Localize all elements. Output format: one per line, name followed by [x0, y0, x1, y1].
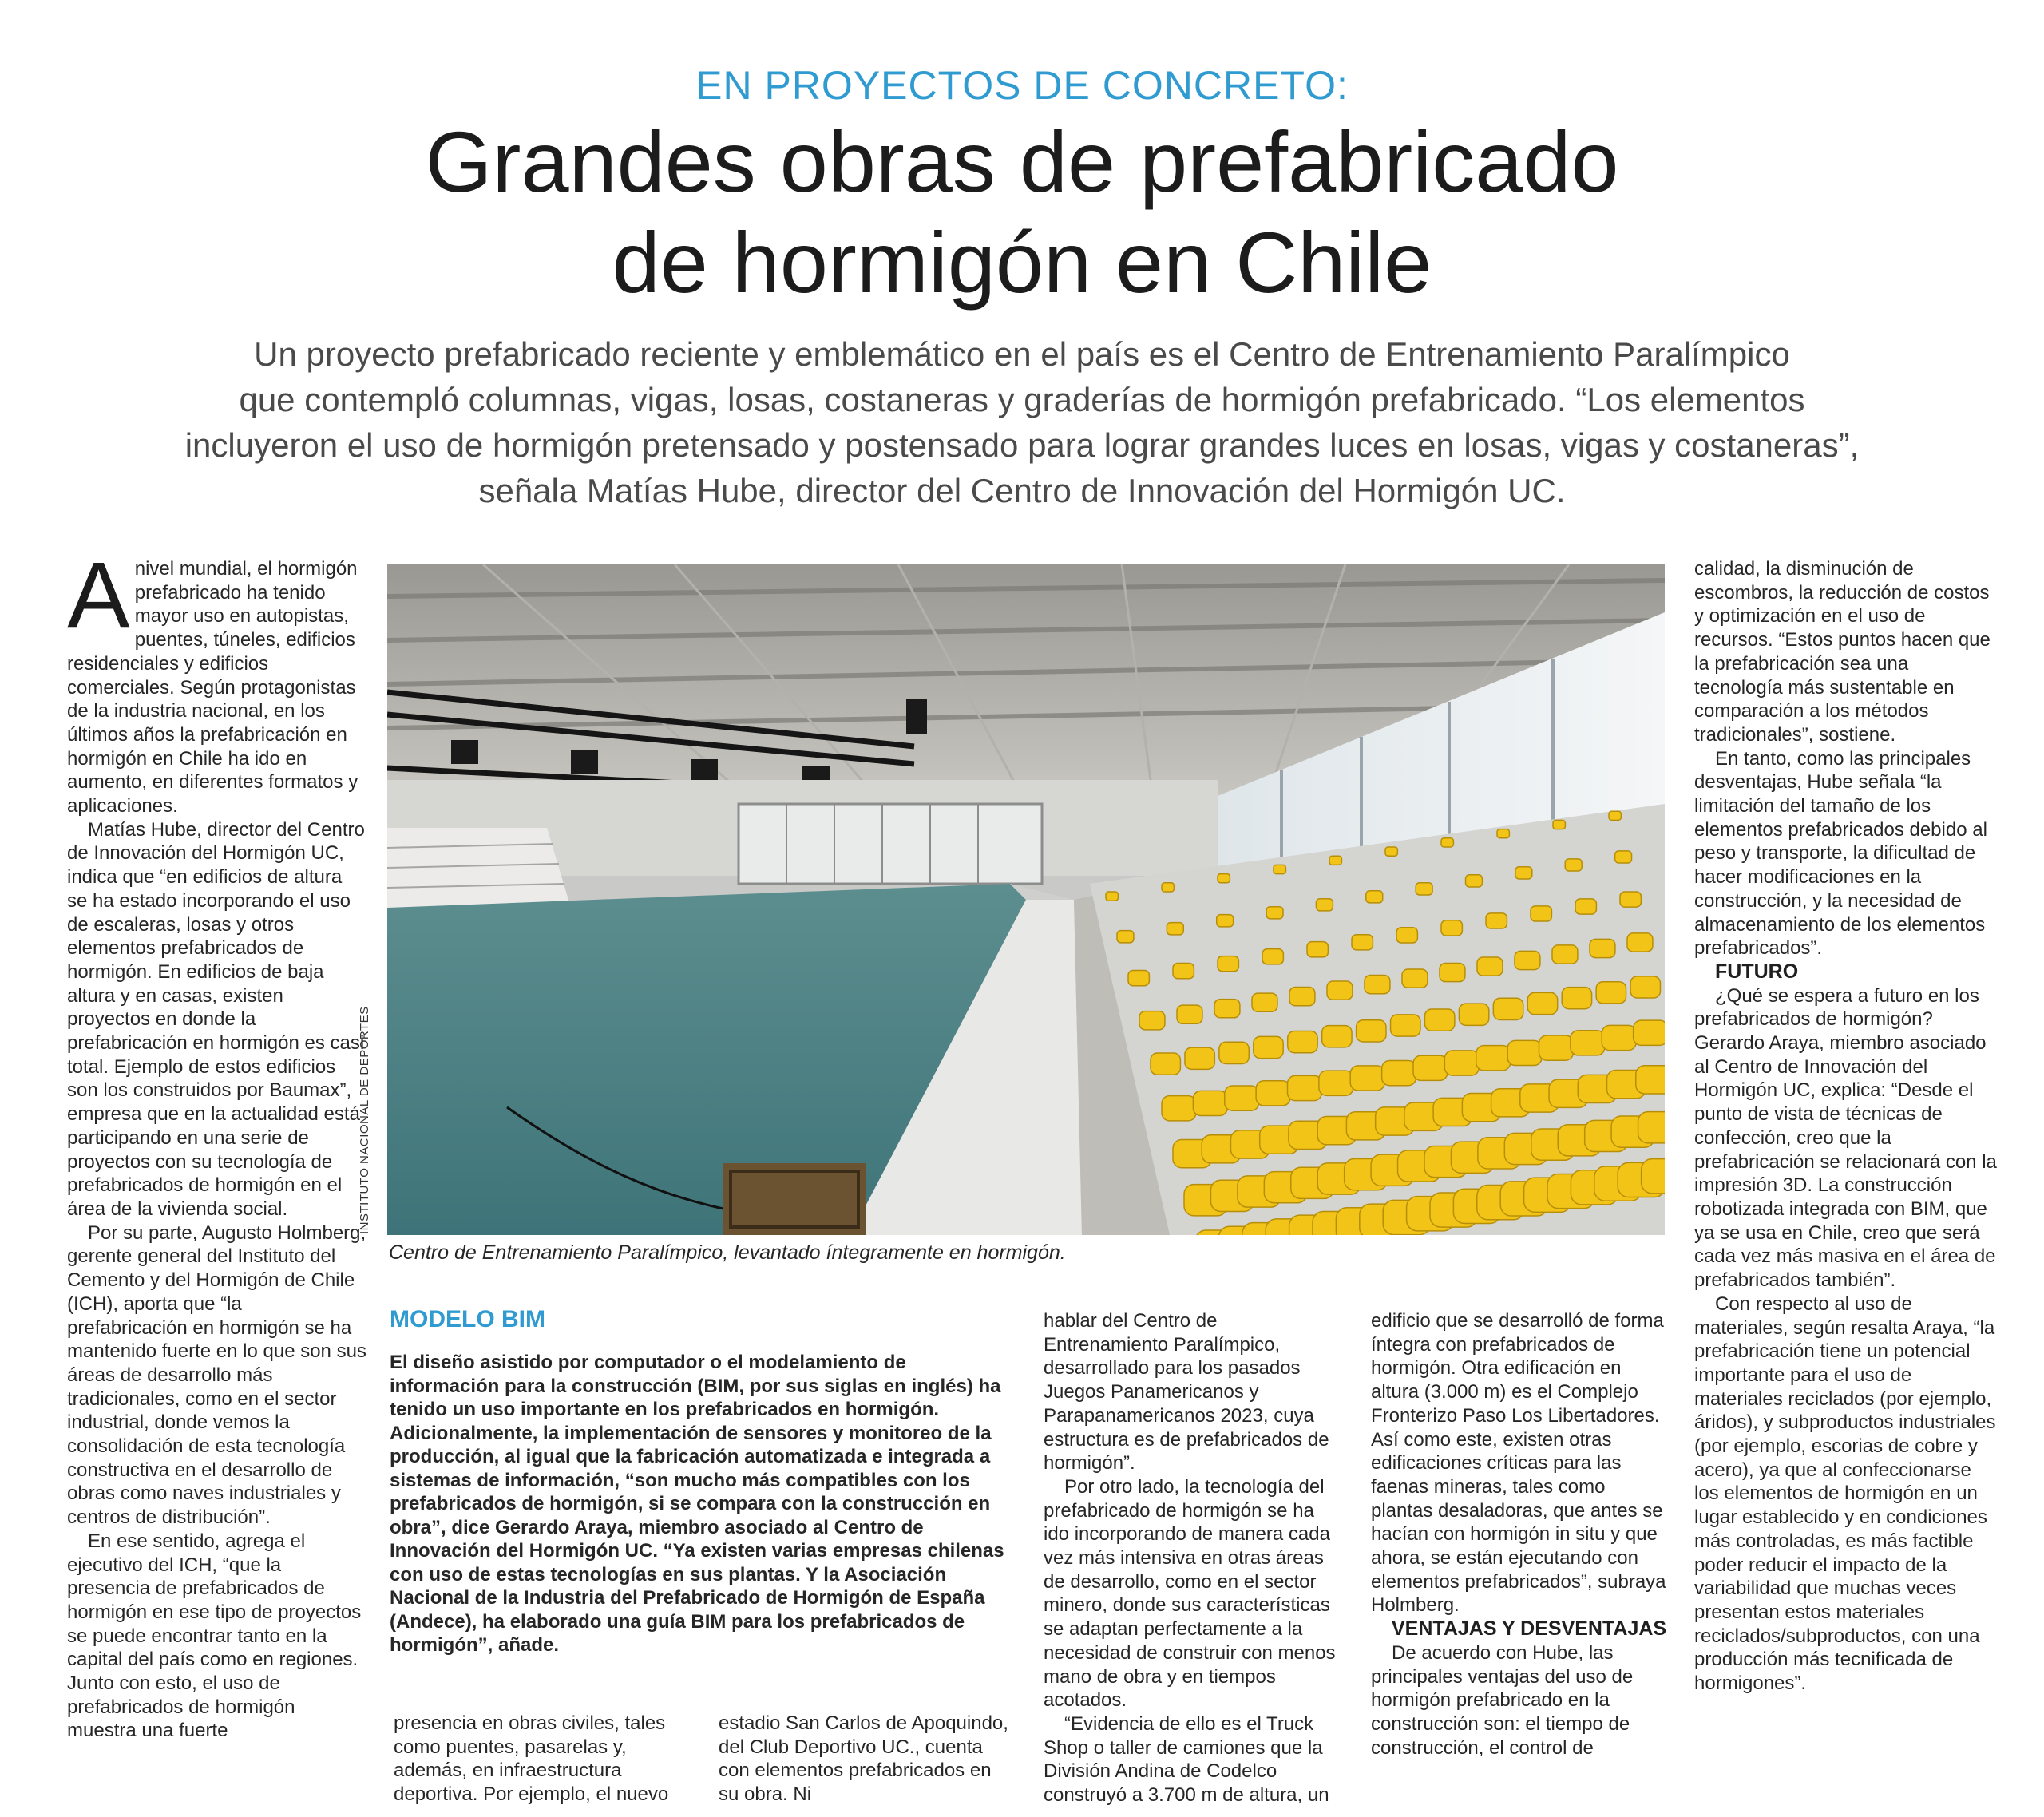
- seat: [1486, 913, 1507, 928]
- paragraph: ¿Qué se espera a futuro en los prefabricados de hormigón? Gerardo Araya, miembro asociado al Centro de Innovación del Hormigón UC, explica: “Desde el punto de vista de técnicas de confección, creo que la prefabricación se relacionará con la impresión 3D. La construcción robotizada integrada con BIM, que ya se usa en Chile, creo que será cada vez más masiva en el área de prefabricados también”.: [1694, 984, 1997, 1292]
- seat: [1565, 859, 1582, 871]
- seat: [1441, 920, 1462, 936]
- seat: [1493, 998, 1523, 1019]
- seat: [1575, 899, 1596, 914]
- seat: [1562, 988, 1591, 1009]
- seat: [1365, 976, 1390, 994]
- seat: [1515, 951, 1540, 969]
- seat: [1476, 1046, 1511, 1071]
- article-column-5: [1371, 1309, 1671, 1760]
- seat: [1385, 847, 1397, 856]
- seat: [1596, 982, 1626, 1004]
- seat: [1615, 851, 1632, 863]
- seat: [1620, 892, 1641, 907]
- seat: [1571, 1031, 1605, 1055]
- paragraph: Por su parte, Augusto Holmberg, gerente general del Instituto del Cemento y del Hormigón de Chile (ICH), aporta que “la prefabricación en hormigón se ha mantenido fuerte en lo que son sus áreas de desarrollo más tradicionales, como en el sector industrial, donde vemos la consolidación de esta tecnología constructiva en el desarrollo de obras como naves industriales y centros de distribución”.: [67, 1221, 366, 1529]
- sidebar-lead: El diseño asistido por computador o el modelamiento de información para la construcción (BIM, por sus siglas en inglés) ha tenido un uso importante en los prefabricados en hormigón. Adicionalmente, la implementación de sensores y monitoreo de la producción, al igual que la fabricación automatizada e integrada a sistemas de información, “son mucho más compatibles con los prefabricados de hormigón, si se compara con la construcción en obra”, dice Gerardo Araya, miembro asociado al Centro de Innovación del Hormigón UC. “Ya existen varias empresas chilenas con uso de estas tecnologías en sus plantas. Y la Asociación Nacional de la Industria del Prefabricado de Hormigón de España (Andece), ha elaborado una guía BIM para los prefabricados de hormigón”, añade.: [390, 1352, 1004, 1656]
- seat: [1218, 874, 1230, 883]
- paragraph: edificio que se desarrolló de forma íntegra con prefabricados de hormigón. Otra edificación en altura (3.000 m) es el Complejo Fronterizo Paso Los Libertadores. Así como este, existen otras edificaciones críticas para las faenas mineras, tales como plantas desaladoras, que antes se hacían con hormigón in situ y que ahora, se están ejecutando con elementos prefabricados”, subraya Holmberg.: [1371, 1310, 1666, 1617]
- seat: [1316, 899, 1333, 911]
- seat: [1441, 838, 1453, 847]
- seat: [1162, 883, 1174, 892]
- paragraph: Matías Hube, director del Centro de Innovación del Hormigón UC, indica que “en edificios de altura se ha estado incorporando el uso de escaleras, losas y otros elementos prefabricados de hormigón. En edificios de baja altura y en casas, existen proyectos en donde la prefabricación en hormigón es casi total. Ejemplo de estos edificios son los construidos por Baumax”, empresa que en la actualidad está participando en una serie de proyectos con su tecnología de prefabricados de hormigón en el área de la vivienda social.: [67, 818, 365, 1220]
- paragraph: calidad, la disminución de escombros, la reducción de costos y optimización en el uso de recursos. “Estos puntos hacen que la prefabricación sea una tecnología más sustentable en comparación a los métodos tradicionales”, sostiene.: [1694, 558, 1991, 746]
- headline-line-2: de hormigón en Chile: [612, 214, 1432, 311]
- seat: [1366, 891, 1383, 903]
- seat: [1477, 957, 1503, 976]
- seat: [1106, 892, 1118, 901]
- arena-photo-illustration: [387, 564, 1665, 1235]
- seat: [1590, 939, 1615, 957]
- seat: [1352, 935, 1373, 950]
- seat: [1219, 1042, 1249, 1063]
- seat: [1444, 1051, 1479, 1075]
- headline-line-1: Grandes obras de prefabricado: [425, 113, 1619, 210]
- seat: [1466, 875, 1483, 887]
- paragraph: Por otro lado, la tecnología del prefabricado de hormigón se ha ido incorporando de manera cada vez más intensiva en otras áreas de desarrollo, como en el sector minero, donde sus características se adaptan perfectamente a la necesidad de construir con menos mano de obra y en tiempos acotados.: [1044, 1475, 1336, 1712]
- seat: [1636, 1066, 1665, 1094]
- subhead-ventajas: VENTAJAS Y DESVENTAJAS: [1392, 1617, 1667, 1641]
- paragraph: hablar del Centro de Entrenamiento Paralímpico, desarrollado para los pasados Juegos Panamericanos y Parapanamericanos 2023, cuya estructura es de prefabricados de hormigón”.: [1044, 1310, 1329, 1475]
- seat: [1185, 1047, 1214, 1069]
- seat: [1402, 969, 1428, 988]
- seat: [1289, 988, 1315, 1006]
- seat: [1515, 867, 1532, 879]
- drop-cap: A: [67, 543, 130, 648]
- seat: [1382, 1061, 1416, 1086]
- seat: [1642, 1159, 1665, 1194]
- seat: [1609, 811, 1621, 820]
- seat: [1262, 949, 1283, 964]
- seat: [1167, 923, 1183, 935]
- seat: [1322, 1026, 1352, 1047]
- seat: [1396, 928, 1417, 943]
- seat: [1630, 976, 1660, 998]
- article-column-6: [1694, 557, 1999, 1696]
- paragraph: [67, 543, 367, 818]
- seat: [1391, 1015, 1420, 1036]
- seat: [1329, 856, 1341, 865]
- seat: [1350, 1066, 1384, 1091]
- article-column-1: [67, 543, 367, 1743]
- deck-line-1: Un proyecto prefabricado reciente y emblemático en el país es el Centro de Entrenamiento Paralímpico: [254, 335, 1790, 373]
- seat: [1252, 993, 1278, 1011]
- seat: [1638, 1112, 1665, 1143]
- deck-line-3: incluyeron el uso de hormigón pretensado y postensado para lograr grandes luces en losas, vigas y costaneras”,: [184, 426, 1860, 464]
- seat: [1416, 883, 1432, 895]
- paragraph: presencia en obras civiles, tales como puentes, pasarelas y, además, en infraestructura deportiva. Por ejemplo, el nuevo: [394, 1712, 669, 1806]
- paragraph: Con respecto al uso de materiales, según resalta Araya, “la prefabricación tiene un potencial importante para el uso de materiales reciclados (por ejemplo, áridos), y subproductos industriales (por ejemplo, escorias de cobre y acero), ya que al confeccionarse los elementos de hormigón en un lugar establecido y en condiciones más controladas, es más factible poder reducir el impacto de la variabilidad que muchas veces presentan estos materiales reciclados/subproductos, con una producción más tecnificada de hormigones”.: [1694, 1292, 1996, 1695]
- seat: [1424, 1009, 1454, 1031]
- deck-summary: [136, 331, 1908, 513]
- seat: [1553, 820, 1565, 829]
- seat: [1627, 933, 1653, 952]
- seat: [1459, 1004, 1488, 1025]
- seat: [1288, 1031, 1317, 1053]
- seat: [1162, 1096, 1196, 1121]
- seat: [1256, 1081, 1290, 1106]
- article-column-3: [719, 1712, 1014, 1807]
- seat: [1531, 906, 1551, 921]
- sidebar-title: MODELO BIM: [390, 1306, 545, 1332]
- subhead-futuro: FUTURO: [1715, 960, 1799, 983]
- seat: [1151, 1053, 1180, 1075]
- deck-line-2: que contempló columnas, vigas, losas, costaneras y graderías de hormigón prefabricado. “Los elementos: [239, 381, 1805, 418]
- seat: [1177, 1005, 1202, 1023]
- paragraph: En ese sentido, agrega el ejecutivo del ICH, “que la presencia de prefabricados de hormigón en ese tipo de proyectos se puede encontrar tanto en la capital del país como en regiones. Junto con esto, el uso de prefabricados de hormigón muestra una fuerte: [67, 1530, 362, 1742]
- paragraph-text: nivel mundial, el hormigón prefabricado ha tenido mayor uso en autopistas, puentes, túneles, edificios residenciales y edificios comerciales. Según protagonistas de la industria nacional, en los últimos años la prefabricación en hormigón en Chile ha ido en aumento, en diferentes formatos y aplicaciones.: [67, 558, 358, 817]
- seat: [1319, 1071, 1353, 1095]
- deck-line-4: señala Matías Hube, director del Centro de Innovación del Hormigón UC.: [478, 472, 1566, 509]
- seat: [1225, 1086, 1259, 1110]
- seat: [1139, 1011, 1165, 1030]
- seat: [1217, 915, 1234, 927]
- seat: [1497, 829, 1509, 838]
- seat: [1288, 1075, 1322, 1100]
- article-column-4: [1044, 1309, 1344, 1807]
- seat: [1193, 1091, 1227, 1115]
- seat: [1173, 964, 1194, 979]
- article-column-2: [394, 1712, 697, 1807]
- seat: [1254, 1036, 1283, 1058]
- seat: [1634, 1020, 1665, 1045]
- section-kicker: EN PROYECTOS DE CONCRETO:: [695, 63, 1349, 108]
- seat: [1117, 931, 1134, 943]
- seat: [1357, 1020, 1386, 1042]
- paragraph: “Evidencia de ello es el Truck Shop o taller de camiones que la División Andina de Codelco construyó a 3.700 m de altura, un: [1044, 1712, 1329, 1807]
- photo-credit: INSTITUTO NACIONAL DE DEPORTES: [358, 1006, 371, 1234]
- paragraph: De acuerdo con Hube, las principales ventajas del uso de hormigón prefabricado en la construcción son: el tiempo de construcción, el control de: [1371, 1641, 1634, 1759]
- article-photo: [387, 564, 1665, 1235]
- seat: [1413, 1055, 1448, 1080]
- seat: [1327, 981, 1353, 1000]
- photo-caption: Centro de Entrenamiento Paralímpico, levantado íntegramente en hormigón.: [389, 1241, 1066, 1264]
- seat: [1552, 945, 1578, 964]
- paragraph: En tanto, como las principales desventajas, Hube señala “la limitación del tamaño de los elementos prefabricados debido al peso y transporte, la dificultad de hacer modificaciones en la construcción, y la necesidad de almacenamiento de los elementos prefabricados”.: [1694, 747, 1987, 960]
- seat: [1527, 992, 1557, 1014]
- seat: [1507, 1040, 1542, 1065]
- headline: [160, 112, 1884, 313]
- seat: [1307, 942, 1328, 957]
- seat: [1539, 1035, 1574, 1060]
- seat: [1214, 1000, 1240, 1018]
- seat: [1218, 956, 1238, 972]
- seat: [1266, 907, 1283, 919]
- paragraph: estadio San Carlos de Apoquindo, del Club Deportivo UC., cuenta con elementos prefabricados en su obra. Ni: [719, 1712, 1008, 1806]
- seat: [1274, 865, 1285, 873]
- seat: [1440, 963, 1465, 981]
- seat: [1128, 971, 1149, 986]
- seat: [1602, 1025, 1636, 1050]
